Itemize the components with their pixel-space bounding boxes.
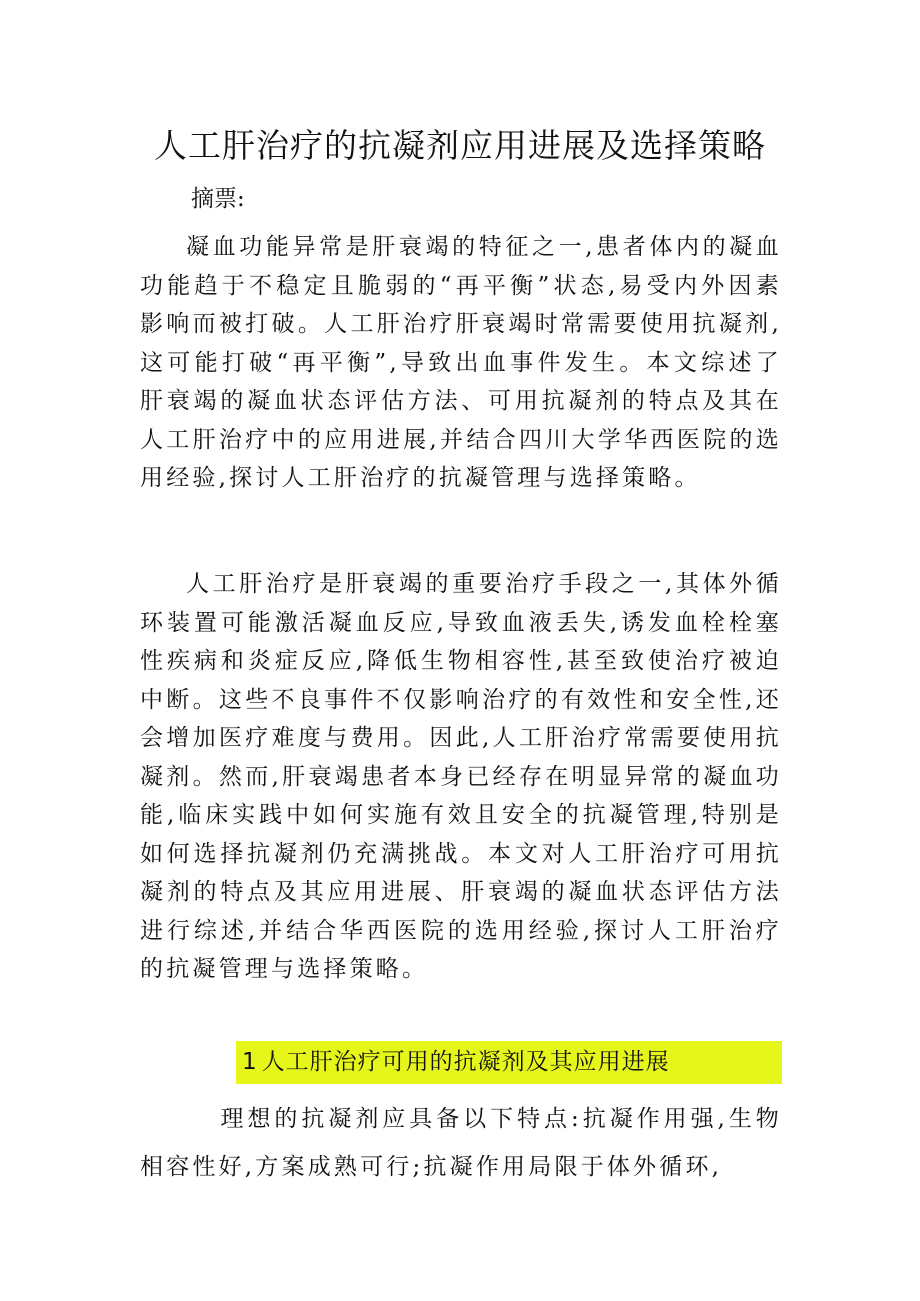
section-heading [236,1041,782,1084]
abstract-paragraph: 凝血功能异常是肝衰竭的特征之一,患者体内的凝血功能趋于不稳定且脆弱的“再平衡”状态,易受内外因素影响而被打破。人工肝治疗肝衰竭时常需要使用抗凝剂,这可能打破“再平衡”,导致出血事件发生。本文综述了肝衰竭的凝血状态评估方法、可用抗凝剂的特点及其在人工肝治疗中的应用进展,并结合四川大学华西医院的选用经验,探讨人工肝治疗的抗凝管理与选择策略。 [140,234,782,491]
intro-paragraph: 人工肝治疗是肝衰竭的重要治疗手段之一,其体外循环装置可能激活凝血反应,导致血液丢失,诱发血栓栓塞性疾病和炎症反应,降低生物相容性,甚至致使治疗被迫中断。这些不良事件不仅影响治疗的有效性和安全性,还会增加医疗难度与费用。因此,人工肝治疗常需要使用抗凝剂。然而,肝衰竭患者本身已经存在明显异常的凝血功能,临床实践中如何实施有效且安全的抗凝管理,特别是如何选择抗凝剂仍充满挑战。本文对人工肝治疗可用抗凝剂的特点及其应用进展、肝衰竭的凝血状态评估方法进行综述,并结合华西医院的选用经验,探讨人工肝治疗的抗凝管理与选择策略。 [140,571,782,982]
section-paragraph: 理想的抗凝剂应具备以下特点:抗凝作用强,生物相容性好,方案成熟可行;抗凝作用局限于体外循环, [140,1106,782,1180]
section-number: 1 [242,1049,258,1075]
document-title: 人工肝治疗的抗凝剂应用进展及选择策略 [154,126,766,165]
section-title: 人工肝治疗可用的抗凝剂及其应用进展 [261,1049,670,1075]
abstract-label: 摘票: [191,186,245,212]
